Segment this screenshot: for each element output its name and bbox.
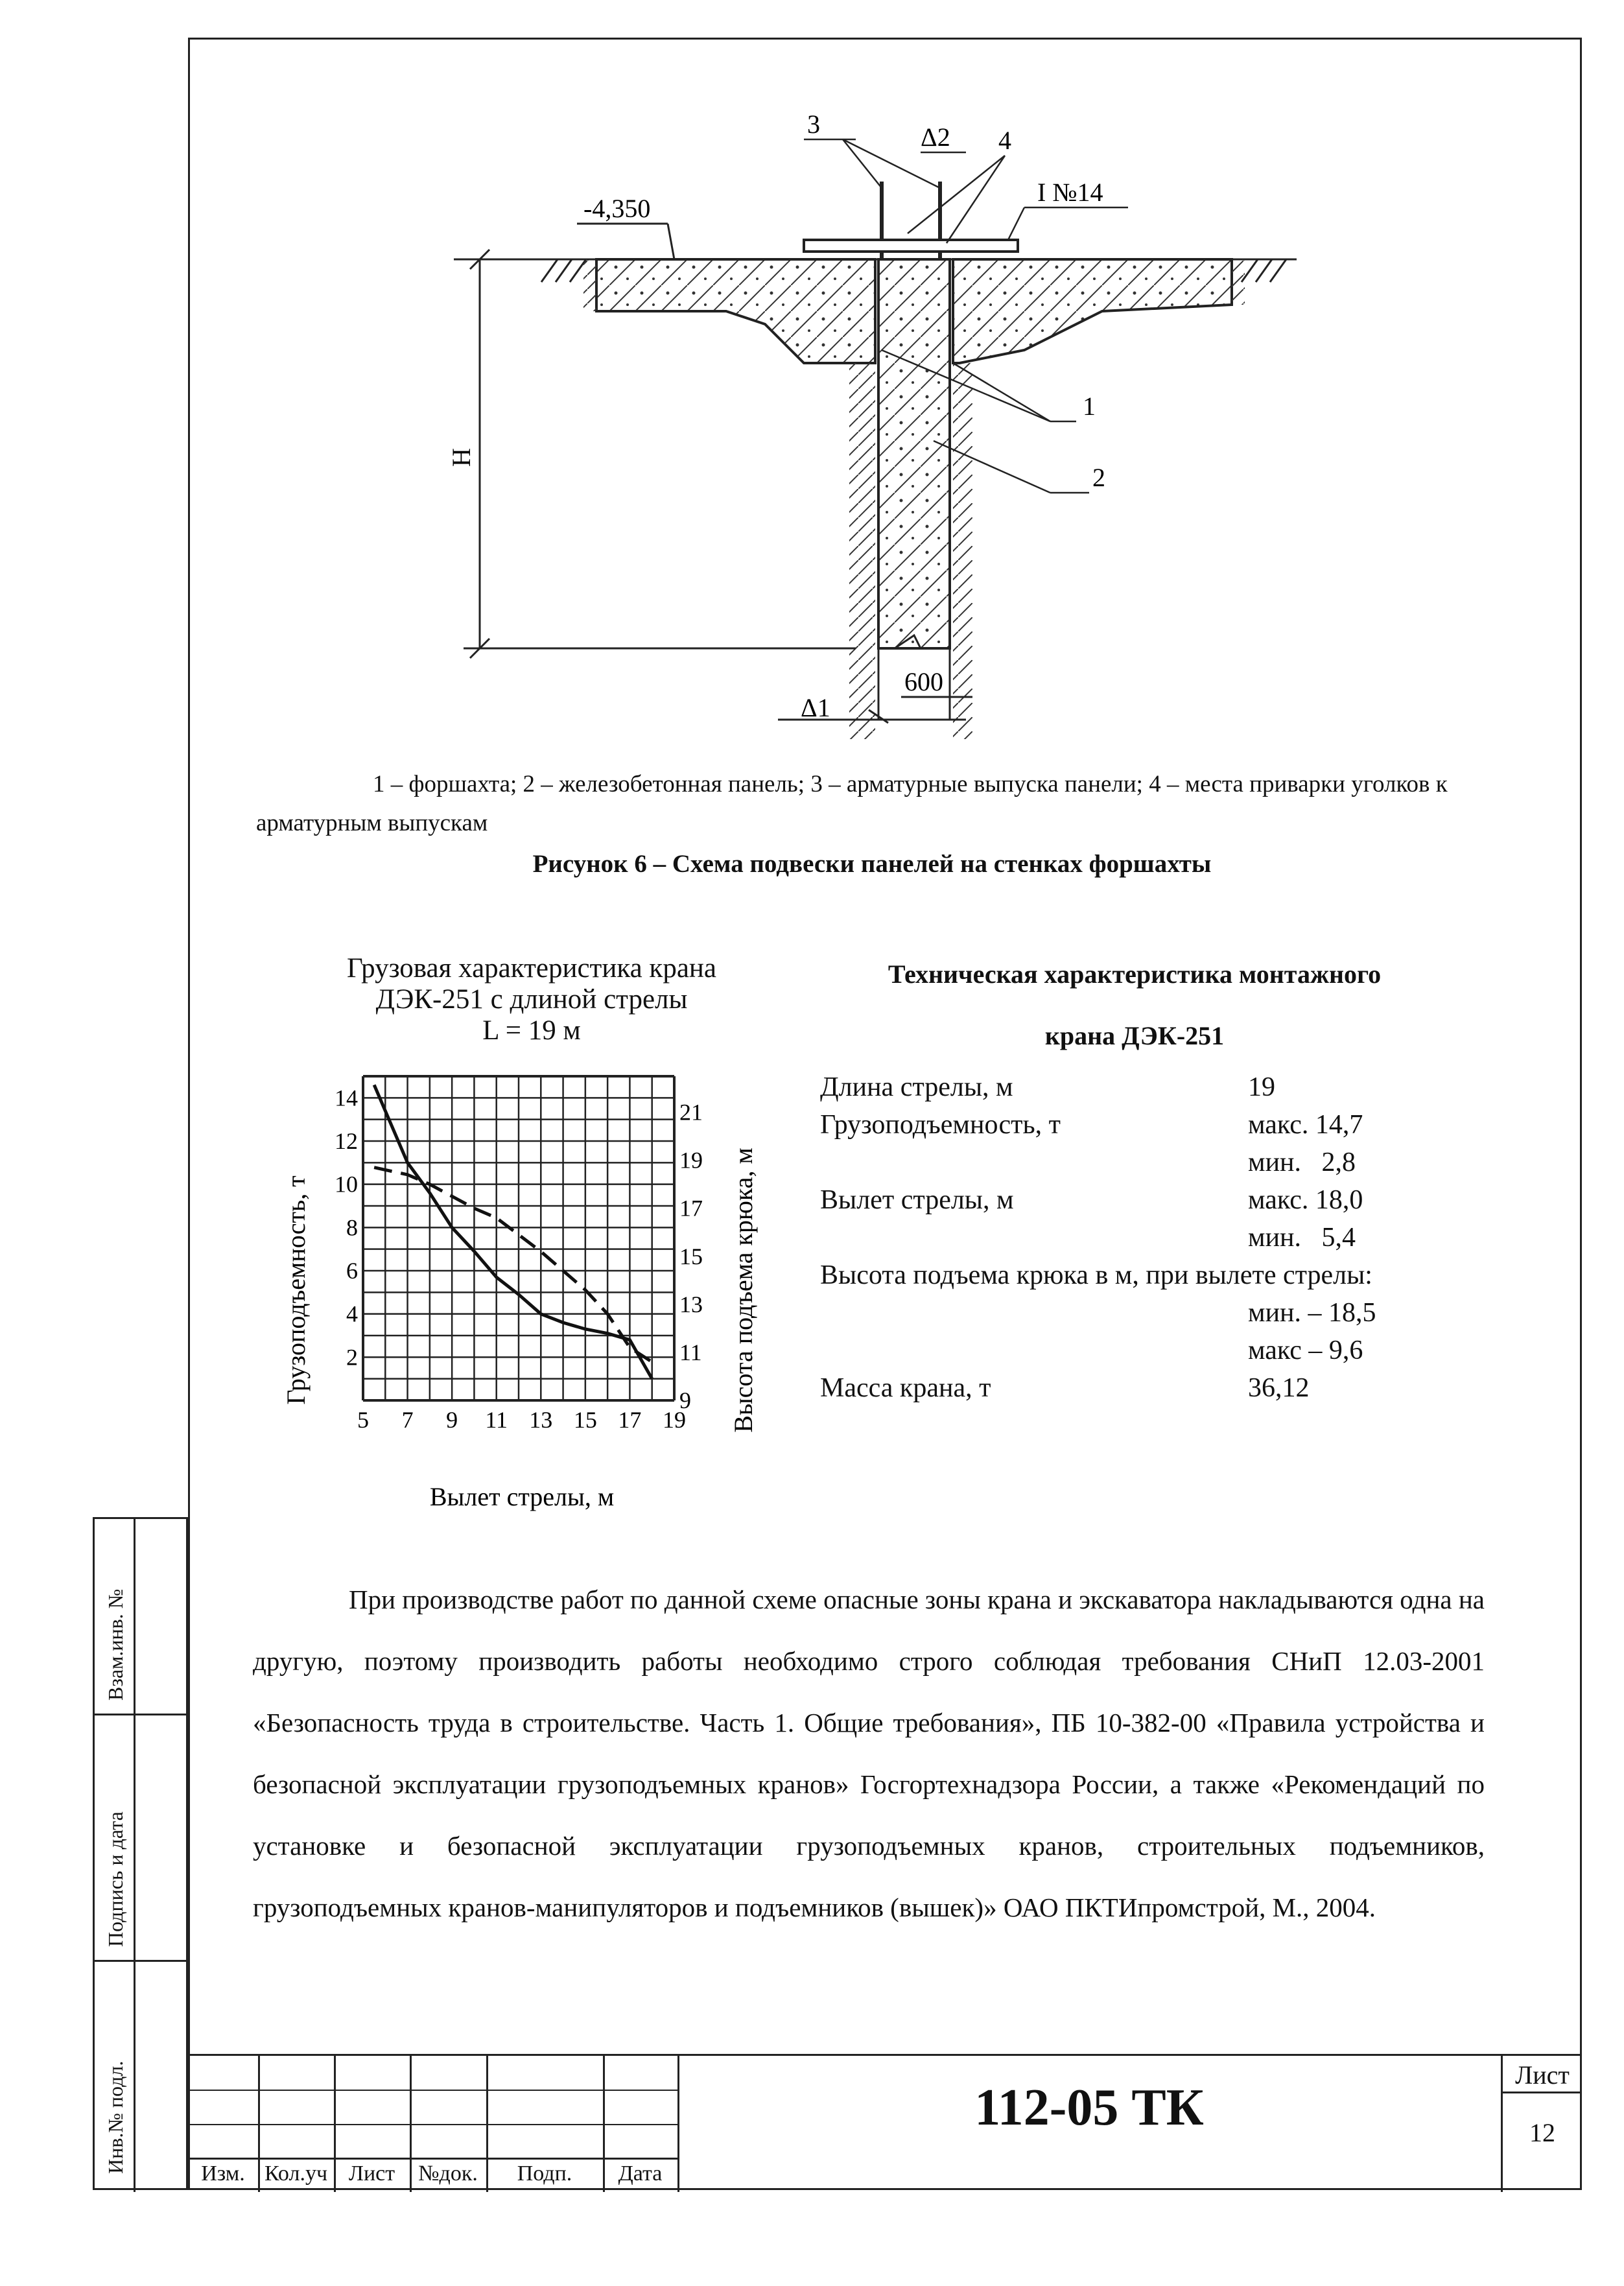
y-tick-label: 2 <box>346 1344 358 1371</box>
spec-label: Вылет стрелы, м <box>820 1185 1014 1215</box>
tb-izm: Изм. <box>201 2162 245 2186</box>
y-tick-label: 12 <box>335 1128 358 1154</box>
fig6-delta-1: Δ1 <box>801 693 830 722</box>
spec-row <box>820 1219 1468 1256</box>
fig6-callout-1: 1 <box>1083 392 1096 421</box>
tb-sheet-label: Лист <box>1515 2060 1570 2090</box>
spec-label: Длина стрелы, м <box>820 1072 1013 1102</box>
chart-y2label: Высота подъема крюка, м <box>729 1148 758 1433</box>
tb-doc-code: 112-05 ТК <box>974 2079 1204 2136</box>
figure6-legend-text: 1 – форшахта; 2 – железобетонная панель; 3 – арматурные выпуска панели; 4 – места приварки уголков к арматурным выпускам <box>256 771 1448 836</box>
tb-podp: Подп. <box>517 2162 572 2186</box>
x-tick-label: 15 <box>573 1407 597 1433</box>
x-tick-label: 5 <box>357 1407 369 1433</box>
tb-data: Дата <box>618 2162 663 2186</box>
spec-label: Грузоподъемность, т <box>820 1110 1061 1140</box>
crane-chart-title-3: L = 19 м <box>482 1015 581 1046</box>
fig6-width-label: 600 <box>904 667 943 696</box>
spec-row <box>820 1144 1468 1181</box>
x-tick-label: 11 <box>485 1407 508 1433</box>
crane-chart-title-1: Грузовая характеристика крана <box>346 953 717 984</box>
spec-row <box>820 1256 1468 1294</box>
specs-title <box>810 943 1459 1066</box>
spec-value: макс. 18,0 <box>1248 1185 1363 1215</box>
spec-label: Масса крана, т <box>820 1373 991 1403</box>
spec-row <box>820 1294 1468 1332</box>
tb-sheet-number: 12 <box>1529 2118 1555 2147</box>
spec-row <box>820 1369 1468 1407</box>
y2-tick-label: 13 <box>679 1291 703 1317</box>
x-tick-label: 17 <box>618 1407 642 1433</box>
chart-grid <box>363 1076 674 1400</box>
figure6-drawing <box>402 104 1323 739</box>
chart-ylabel: Грузоподъемность, т <box>281 1175 311 1405</box>
fig6-level-label: -4,350 <box>583 194 651 223</box>
fig6-callout-3: 3 <box>807 110 820 139</box>
spec-row <box>820 1181 1468 1219</box>
tb-kol: Кол.уч <box>264 2162 328 2186</box>
y2-tick-label: 15 <box>679 1243 703 1269</box>
body-paragraph-text: При производстве работ по данной схеме опасные зоны крана и экскаватора накладываются одна на другую, поэтому производить работы необходимо строго соблюдая требования СНиП 12.03-2001 «Безопасность труда в строительстве. Часть 1. Общие требования», ПБ 10-382-00 «Правила устройства и безопасной эксплуатации грузоподъемных кранов» Госгортехнадзора России, а также «Рекомендаций по установке и безопасной эксплуатации грузоподъемных кранов, строительных подъемников, грузоподъемных кранов-манипуляторов и подъемников (вышек)» ОАО ПКТИпромстрой, М., 2004. <box>253 1585 1485 1922</box>
spec-label: Высота подъема крюка в м, при вылете стрелы: <box>820 1260 1372 1290</box>
x-tick-label: 7 <box>401 1407 414 1433</box>
y-tick-label: 4 <box>346 1301 358 1327</box>
spec-value: мин. 5,4 <box>1248 1223 1356 1253</box>
specs-title-2: крана ДЭК-251 <box>1044 1021 1225 1050</box>
spec-row <box>820 1068 1468 1106</box>
tb-ndok: №док. <box>418 2162 478 2186</box>
y2-tick-label: 17 <box>679 1195 703 1221</box>
fig6-callout-4: 4 <box>998 126 1011 155</box>
crane-chart-title <box>272 953 791 1046</box>
specs-table <box>820 1068 1468 1407</box>
figure6-title: Рисунок 6 – Схема подвески панелей на стенках форшахты <box>532 850 1212 878</box>
fig6-delta-2: Δ2 <box>921 123 950 152</box>
crane-chart <box>272 1063 765 1517</box>
y2-tick-label: 11 <box>679 1339 702 1365</box>
spec-value: мин. 2,8 <box>1248 1148 1356 1177</box>
side-stamp <box>93 1517 188 2190</box>
side-stamp-vzam: Взам.инв. № <box>104 1588 127 1701</box>
y-tick-label: 14 <box>335 1085 358 1111</box>
chart-lines <box>374 1085 652 1378</box>
side-stamp-inv: Инв.№ подл. <box>104 2060 127 2174</box>
body-paragraph <box>253 1569 1485 1938</box>
y-tick-label: 6 <box>346 1258 358 1284</box>
crane-chart-title-2: ДЭК-251 с длиной стрелы <box>375 984 688 1015</box>
spec-value: макс – 9,6 <box>1248 1336 1363 1365</box>
y2-tick-label: 19 <box>679 1147 703 1173</box>
title-block <box>188 2054 1582 2192</box>
chart-xlabel: Вылет стрелы, м <box>429 1482 615 1511</box>
fig6-height-label: H <box>447 448 476 467</box>
spec-row <box>820 1332 1468 1369</box>
side-stamp-podpis: Подпись и дата <box>104 1811 127 1947</box>
y-tick-label: 10 <box>335 1171 358 1197</box>
figure6-legend <box>256 765 1488 843</box>
specs-title-1: Техническая характеристика монтажного <box>888 960 1382 989</box>
spec-value: 36,12 <box>1248 1373 1310 1403</box>
tb-list: Лист <box>348 2162 395 2186</box>
spec-row <box>820 1106 1468 1144</box>
fig6-callout-2: 2 <box>1092 463 1105 492</box>
spec-value: макс. 14,7 <box>1248 1110 1363 1140</box>
x-tick-label: 9 <box>446 1407 458 1433</box>
spec-value: мин. – 18,5 <box>1248 1298 1376 1328</box>
fig6-channel-label: I №14 <box>1037 178 1103 207</box>
spec-value: 19 <box>1248 1072 1275 1102</box>
y2-tick-label: 21 <box>679 1099 703 1125</box>
y2-tick-label: 9 <box>679 1387 691 1413</box>
x-tick-label: 19 <box>663 1407 686 1433</box>
load-capacity-series-line <box>374 1085 652 1378</box>
x-tick-label: 13 <box>529 1407 553 1433</box>
y-tick-label: 8 <box>346 1214 358 1241</box>
